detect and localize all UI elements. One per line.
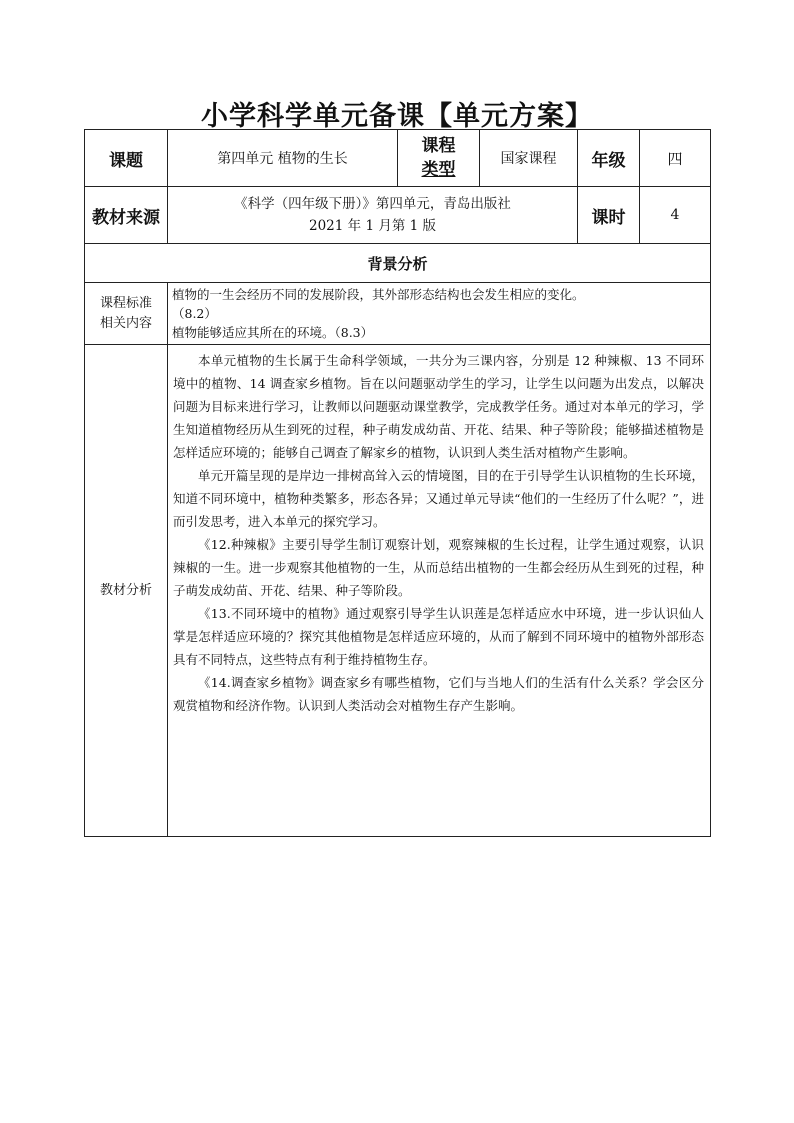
standards-label — [85, 283, 168, 345]
standards-content — [168, 283, 711, 345]
course-type-value: 国家课程 — [480, 130, 578, 187]
course-type-label-line2: 类型 — [421, 160, 456, 180]
page-title: 小学科学单元备课【单元方案】 — [201, 101, 593, 132]
header-row — [85, 130, 711, 187]
grade-label: 年级 — [578, 130, 640, 187]
standards-row — [85, 283, 711, 345]
analysis-paragraph: 《14.调查家乡植物》调查家乡有哪些植物，它们与当地人们的生活有什么关系？学会区分观赏植物和经济作物。认识到人类活动会对植物生存产生影响。 — [173, 675, 704, 713]
standards-line: 植物能够适应其所在的环境。（8.3） — [172, 325, 374, 340]
grade-value: 四 — [640, 130, 711, 187]
source-row — [85, 187, 711, 244]
source-value-line1: 《科学（四年级下册）》第四单元，青岛出版社 — [234, 196, 511, 212]
background-section-row — [85, 244, 711, 283]
topic-label: 课题 — [85, 130, 168, 187]
topic-value: 第四单元 植物的生长 — [168, 130, 398, 187]
source-value-line2: 2021 年 1 月第 1 版 — [309, 218, 436, 234]
standards-label-line1: 课程标准 — [99, 295, 152, 311]
course-type-label — [398, 130, 480, 187]
analysis-content — [168, 345, 711, 837]
source-label: 教材来源 — [85, 187, 168, 244]
standards-line: （8.2） — [172, 306, 217, 321]
hours-label: 课时 — [578, 187, 640, 244]
hours-value: 4 — [640, 187, 711, 244]
analysis-paragraph: 《13.不同环境中的植物》通过观察引导学生认识莲是怎样适应水中环境，进一步认识仙人掌是怎样适应环境的？探究其他植物是怎样适应环境的，从而了解到不同环境中的植物外部形态具有不同特点，这些特点有利于维持植物生存。 — [173, 606, 704, 667]
course-type-label-line1: 课程 — [421, 136, 456, 156]
analysis-label: 教材分析 — [85, 345, 168, 837]
standards-line: 植物的一生会经历不同的发展阶段，其外部形态结构也会发生相应的变化。 — [172, 287, 585, 302]
source-value — [168, 187, 578, 244]
analysis-paragraph: 《12.种辣椒》主要引导学生制订观察计划，观察辣椒的生长过程，让学生通过观察，认识辣椒的一生。进一步观察其他植物的一生，从而总结出植物的一生都会经历从生到死的过程，种子萌发成幼苗、开花、结果、种子等阶段。 — [173, 537, 704, 598]
lesson-plan-table — [84, 129, 711, 837]
analysis-row — [85, 345, 711, 837]
standards-label-line2: 相关内容 — [99, 315, 152, 331]
background-section-heading: 背景分析 — [85, 244, 711, 283]
analysis-paragraph: 单元开篇呈现的是岸边一排树高耸入云的情境图，目的在于引导学生认识植物的生长环境，知道不同环境中，植物种类繁多，形态各异；又通过单元导读“他们的一生经历了什么呢？”，进而引发思考，进入本单元的探究学习。 — [173, 468, 704, 529]
analysis-paragraph: 本单元植物的生长属于生命科学领域，一共分为三课内容，分别是 12 种辣椒、13 不同环境中的植物、14 调查家乡植物。旨在以问题驱动学生的学习，让学生以问题为出发点，以解决问题为目标来进行学习，让教师以问题驱动课堂教学，完成教学任务。通过对本单元的学习，学生知道植物经历从生到死的过程，种子萌发成幼苗、开花、结果、种子等阶段；能够描述植物是怎样适应环境的；能够自己调查了解家乡的植物，认识到人类生活对植物产生影响。 — [173, 353, 704, 460]
